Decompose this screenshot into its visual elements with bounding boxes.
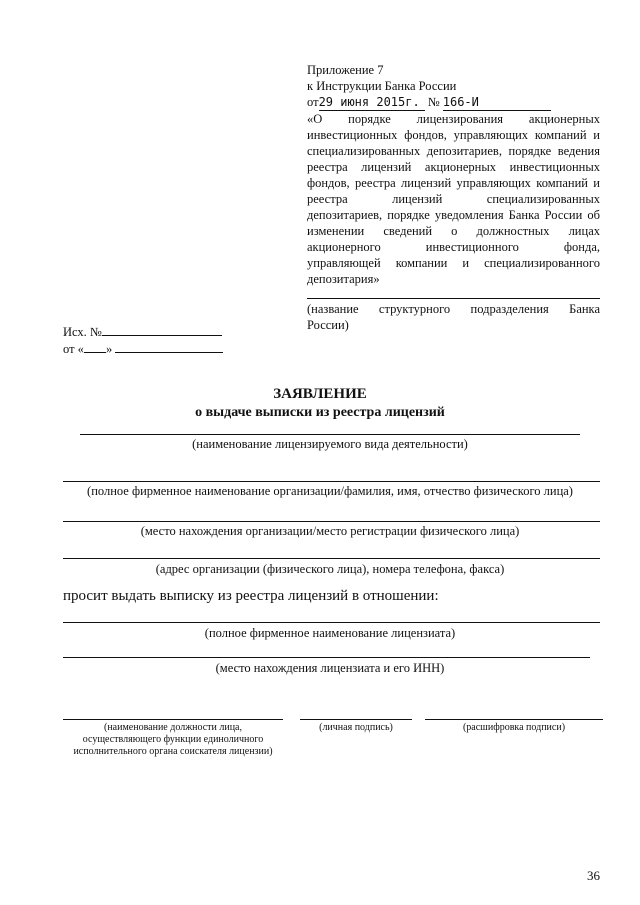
structural-unit-caption-cont: России) <box>307 318 349 332</box>
address-caption: (адрес организации (физического лица), номера телефона, факса) <box>155 562 505 576</box>
instruction-title-line: депозитариев, порядке уведомления Банка России об <box>307 208 600 222</box>
number-label: № <box>427 95 440 109</box>
request-statement: просит выдать выписку из реестра лицензий в отношении: <box>63 588 439 604</box>
structural-unit-caption: (название структурного подразделения Банка <box>307 302 600 316</box>
appendix-date-line <box>307 94 600 111</box>
outgoing-date-line <box>63 340 223 357</box>
position-caption-line: осуществляющего функции единоличного <box>82 734 264 745</box>
licensee-name-caption: (полное фирменное наименование лицензиата) <box>204 626 456 640</box>
org-name-field[interactable] <box>63 481 600 482</box>
from-prefix: от <box>307 95 319 109</box>
outgoing-month-field[interactable] <box>115 340 223 353</box>
outgoing-number-line <box>63 323 222 340</box>
position-caption-line: исполнительного органа соискателя лицензии) <box>73 746 273 757</box>
document-title: ЗАЯВЛЕНИЕ <box>273 386 367 402</box>
position-caption <box>53 722 293 758</box>
licensee-location-caption: (место нахождения лицензиата и его ИНН) <box>215 661 445 675</box>
instruction-title-line: реестра лицензий акционерных инвестиционных <box>307 160 600 174</box>
instruction-title-line: акционерного инвестиционного фонда, <box>307 240 600 254</box>
outgoing-date-mid: » <box>105 342 113 356</box>
instruction-title-line: изменении сведений о должностных лицах <box>307 224 600 238</box>
activity-field[interactable] <box>80 434 580 435</box>
instruction-title-line: инвестиционных фондов, управляющих компаний и <box>307 128 600 142</box>
instruction-number: 166-И <box>442 95 479 109</box>
activity-caption: (наименование лицензируемого вида деятельности) <box>192 437 468 451</box>
instruction-title <box>307 111 600 287</box>
personal-signature-field[interactable] <box>300 719 412 720</box>
appendix-block <box>307 62 600 333</box>
instruction-date: 29 июня 2015г. <box>318 95 420 109</box>
instruction-title-line: управляющей компании и специализированного <box>307 256 600 270</box>
licensee-location-field[interactable] <box>63 657 590 658</box>
personal-signature-caption: (личная подпись) <box>319 722 393 733</box>
signature-decoding-caption: (расшифровка подписи) <box>462 722 566 733</box>
outgoing-number-label: Исх. № <box>63 325 102 339</box>
instruction-title-line: «О порядке лицензирования акционерных <box>307 112 600 126</box>
position-field[interactable] <box>63 719 283 720</box>
structural-unit-field[interactable] <box>307 298 600 299</box>
licensee-name-field[interactable] <box>63 622 600 623</box>
location-caption: (место нахождения организации/место регистрации физического лица) <box>140 524 520 538</box>
position-caption-line: (наименование должности лица, <box>103 722 242 733</box>
address-field[interactable] <box>63 558 600 559</box>
outgoing-number-field[interactable] <box>102 323 222 336</box>
instruction-title-line: депозитария» <box>307 272 380 286</box>
instruction-title-line: реестра лицензий специализированных <box>307 192 600 206</box>
org-name-caption: (полное фирменное наименование организации/фамилия, имя, отчество физического лица) <box>87 484 573 498</box>
location-field[interactable] <box>63 521 600 522</box>
outgoing-day-field[interactable] <box>84 340 106 353</box>
outgoing-date-label: от « <box>63 342 84 356</box>
page-number: 36 <box>587 868 600 883</box>
instruction-title-line: фондов, реестра лицензий управляющих компаний и <box>307 176 600 190</box>
signature-decoding-field[interactable] <box>425 719 603 720</box>
instruction-title-line: специализированных депозитариев, порядке ведения <box>307 144 600 158</box>
appendix-instruction: к Инструкции Банка России <box>307 79 457 93</box>
appendix-title: Приложение 7 <box>307 63 384 77</box>
document-subtitle: о выдаче выписки из реестра лицензий <box>195 405 445 420</box>
